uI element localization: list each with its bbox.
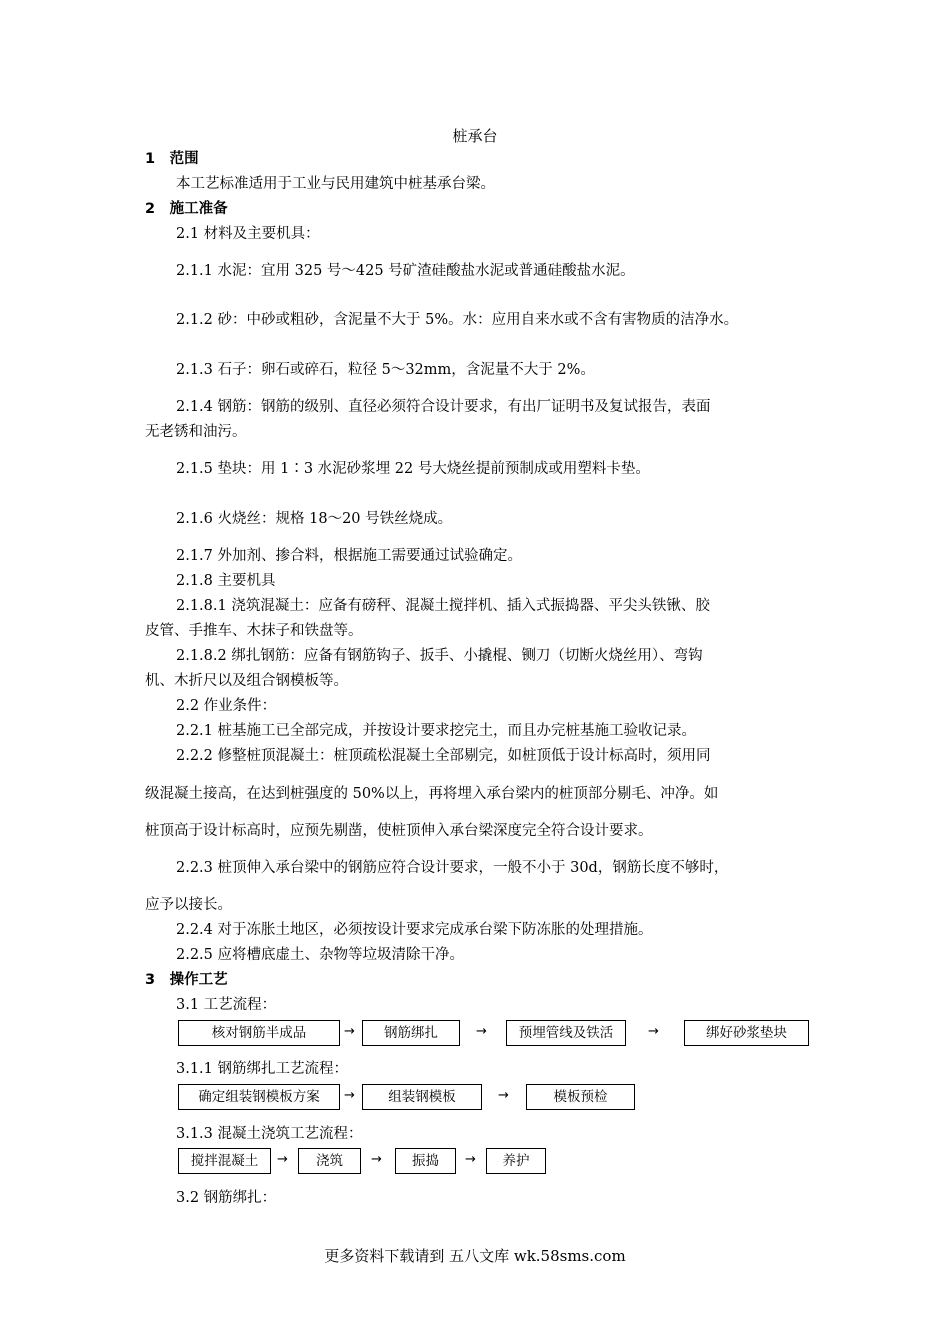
flow3-step-3: 振捣 — [395, 1148, 456, 1174]
flow2-step-2: 组装钢模板 — [362, 1084, 482, 1110]
para-3-2: 3.2 钢筋绑扎： — [176, 1190, 277, 1206]
flow3-step-1: 搅拌混凝土 — [178, 1148, 271, 1174]
page-title: 桩承台 — [452, 127, 498, 145]
flow1-step-4: 绑好砂浆垫块 — [684, 1020, 809, 1046]
para-2-2-4: 2.2.4 对于冻胀土地区，必须按设计要求完成承台梁下防冻胀的处理措施。 — [176, 922, 653, 938]
flow3-step-4: 养护 — [486, 1148, 546, 1174]
para-3-1: 3.1 工艺流程： — [176, 997, 277, 1013]
arrow-icon: → — [465, 1152, 476, 1167]
para-2-1-2: 2.1.2 砂：中砂或粗砂，含泥量不大于 5%。水：应用自来水或不含有害物质的洁净水。 — [176, 312, 739, 328]
para-2-2-2-cont1: 级混凝土接高，在达到桩强度的 50%以上，再将埋入承台梁内的桩顶部分剔毛、冲净。如 — [145, 786, 719, 802]
para-2-2-3-cont: 应予以接长。 — [145, 897, 232, 913]
para-2-1-1: 2.1.1 水泥：宜用 325 号～425 号矿渣硅酸盐水泥或普通硅酸盐水泥。 — [176, 263, 635, 279]
arrow-icon: → — [344, 1024, 355, 1039]
arrow-icon: → — [371, 1152, 382, 1167]
para-3-1-3: 3.1.3 混凝土浇筑工艺流程： — [176, 1126, 363, 1142]
para-2-2-3: 2.2.3 桩顶伸入承台梁中的钢筋应符合设计要求，一般不小于 30d，钢筋长度不够时， — [176, 860, 729, 876]
para-2-1-7: 2.1.7 外加剂、掺合料，根据施工需要通过试验确定。 — [176, 548, 523, 564]
para-2-1-4: 2.1.4 钢筋：钢筋的级别、直径必须符合设计要求，有出厂证明书及复试报告，表面 — [176, 399, 711, 415]
footer-link-text: 更多资料下载请到 五八文库 wk.58sms.com — [324, 1247, 626, 1265]
para-2-2-2-cont2: 桩顶高于设计标高时，应预先剔凿，使桩顶伸入承台梁深度完全符合设计要求。 — [145, 823, 653, 839]
section-1-heading: 1 范围 — [145, 151, 199, 167]
arrow-icon: → — [476, 1024, 487, 1039]
arrow-icon: → — [344, 1088, 355, 1103]
para-2-1-5: 2.1.5 垫块：用 1∶3 水泥砂浆埋 22 号大烧丝提前预制成或用塑料卡垫。 — [176, 461, 650, 477]
para-2-2-2: 2.2.2 修整桩顶混凝土：桩顶疏松混凝土全部剔完，如桩顶低于设计标高时，须用同 — [176, 748, 711, 764]
para-2-2-1: 2.2.1 桩基施工已全部完成，并按设计要求挖完土，而且办完桩基施工验收记录。 — [176, 723, 697, 739]
section-2-heading: 2 施工准备 — [145, 201, 228, 217]
flow1-step-3: 预埋管线及铁活 — [506, 1020, 626, 1046]
flow2-step-3: 模板预检 — [526, 1084, 635, 1110]
para-2-1-4-cont: 无老锈和油污。 — [145, 424, 247, 440]
arrow-icon: → — [277, 1152, 288, 1167]
para-2-1-3: 2.1.3 石子：卵石或碎石，粒径 5～32mm，含泥量不大于 2%。 — [176, 362, 595, 378]
para-3-1-1: 3.1.1 钢筋绑扎工艺流程： — [176, 1061, 349, 1077]
para-2-1-8: 2.1.8 主要机具 — [176, 573, 276, 589]
arrow-icon: → — [498, 1088, 509, 1103]
para-2-1-8-2: 2.1.8.2 绑扎钢筋：应备有钢筋钩子、扳手、小撬棍、铡刀（切断火烧丝用）、弯钩 — [176, 648, 703, 664]
section-1-text: 本工艺标准适用于工业与民用建筑中桩基承台梁。 — [176, 176, 495, 192]
flow1-step-1: 核对钢筋半成品 — [178, 1020, 340, 1046]
para-2-1-6: 2.1.6 火烧丝：规格 18～20 号铁丝烧成。 — [176, 511, 453, 527]
para-2-1-8-1: 2.1.8.1 浇筑混凝土：应备有磅秤、混凝土搅拌机、插入式振捣器、平尖头铁锹、胶 — [176, 598, 710, 614]
para-2-1: 2.1 材料及主要机具： — [176, 226, 320, 242]
para-2-2: 2.2 作业条件： — [176, 698, 277, 714]
para-2-2-5: 2.2.5 应将槽底虚土、杂物等垃圾清除干净。 — [176, 947, 465, 963]
para-2-1-8-2-cont: 机、木折尺以及组合钢模板等。 — [145, 673, 348, 689]
para-2-1-8-1-cont: 皮管、手推车、木抹子和铁盘等。 — [145, 623, 363, 639]
flow2-step-1: 确定组装钢模板方案 — [178, 1084, 340, 1110]
flow1-step-2: 钢筋绑扎 — [362, 1020, 460, 1046]
section-3-heading: 3 操作工艺 — [145, 972, 228, 988]
arrow-icon: → — [648, 1024, 659, 1039]
flow3-step-2: 浇筑 — [298, 1148, 361, 1174]
